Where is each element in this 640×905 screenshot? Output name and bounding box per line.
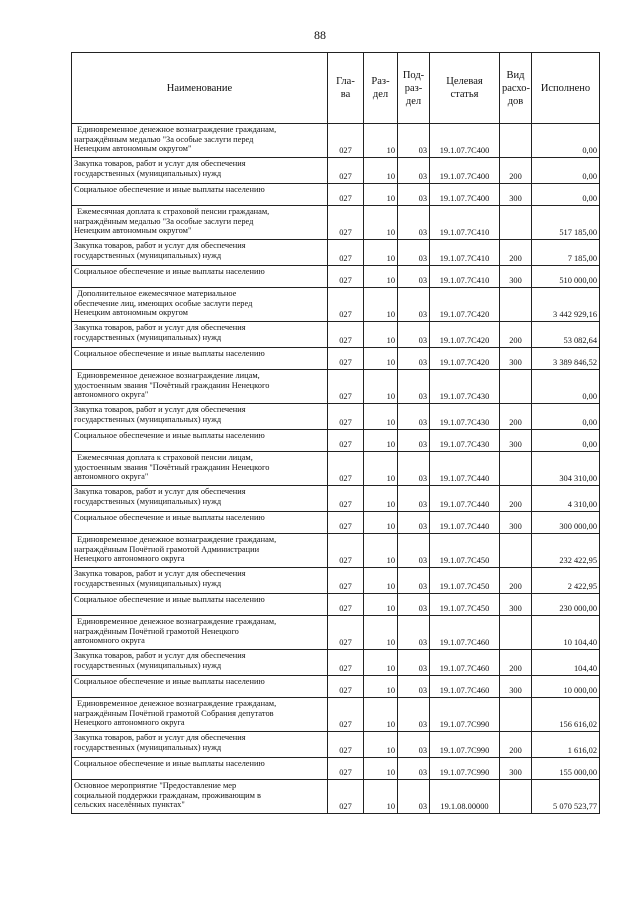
row-glava: 027 — [328, 184, 364, 206]
row-razdel: 10 — [364, 430, 398, 452]
row-amount: 1 616,02 — [532, 732, 600, 758]
row-podrazdel: 03 — [398, 404, 430, 430]
budget-table — [71, 52, 600, 814]
row-razdel: 10 — [364, 322, 398, 348]
table-row — [72, 430, 600, 452]
row-amount: 156 616,02 — [532, 698, 600, 732]
row-razdel: 10 — [364, 732, 398, 758]
row-name: Закупка товаров, работ и услуг для обеспечения государственных (муниципальных) нужд — [72, 650, 328, 676]
row-name: Единовременное денежное вознаграждение гражданам, награждённым медалью "За особые заслуги перед Ненецким автономным округом" — [72, 124, 328, 158]
row-glava: 027 — [328, 240, 364, 266]
header-target: Целевая статья — [430, 53, 500, 124]
table-row — [72, 534, 600, 568]
row-podrazdel: 03 — [398, 616, 430, 650]
table-row — [72, 486, 600, 512]
row-podrazdel: 03 — [398, 266, 430, 288]
row-podrazdel: 03 — [398, 206, 430, 240]
row-amount: 155 000,00 — [532, 758, 600, 780]
row-glava: 027 — [328, 534, 364, 568]
row-razdel: 10 — [364, 534, 398, 568]
row-glava: 027 — [328, 288, 364, 322]
row-podrazdel: 03 — [398, 780, 430, 814]
header-glava: Гла- ва — [328, 53, 364, 124]
row-name: Дополнительное ежемесячное материальное обеспечение лиц, имеющих особые заслуги перед Ненецким автономным округом — [72, 288, 328, 322]
table-row — [72, 452, 600, 486]
row-name: Закупка товаров, работ и услуг для обеспечения государственных (муниципальных) нужд — [72, 240, 328, 266]
row-target: 19.1.07.7C460 — [430, 650, 500, 676]
row-target: 19.1.08.00000 — [430, 780, 500, 814]
row-target: 19.1.07.7C430 — [430, 370, 500, 404]
row-podrazdel: 03 — [398, 124, 430, 158]
table-row — [72, 512, 600, 534]
row-vid: 300 — [500, 758, 532, 780]
row-amount: 7 185,00 — [532, 240, 600, 266]
row-name: Закупка товаров, работ и услуг для обеспечения государственных (муниципальных) нужд — [72, 158, 328, 184]
row-name: Социальное обеспечение и иные выплаты населению — [72, 594, 328, 616]
row-razdel: 10 — [364, 486, 398, 512]
row-glava: 027 — [328, 616, 364, 650]
row-glava: 027 — [328, 486, 364, 512]
row-amount: 53 082,64 — [532, 322, 600, 348]
row-amount: 5 070 523,77 — [532, 780, 600, 814]
row-razdel: 10 — [364, 758, 398, 780]
row-vid: 200 — [500, 404, 532, 430]
table-row — [72, 370, 600, 404]
row-podrazdel: 03 — [398, 568, 430, 594]
row-vid — [500, 534, 532, 568]
table-row — [72, 404, 600, 430]
table-row — [72, 266, 600, 288]
row-vid: 200 — [500, 568, 532, 594]
row-name: Единовременное денежное вознаграждение гражданам, награждённым Почётной грамотой Собрания депутатов Ненецкого автономного округа — [72, 698, 328, 732]
row-podrazdel: 03 — [398, 650, 430, 676]
row-podrazdel: 03 — [398, 348, 430, 370]
row-glava: 027 — [328, 780, 364, 814]
row-target: 19.1.07.7C990 — [430, 732, 500, 758]
row-target: 19.1.07.7C420 — [430, 288, 500, 322]
row-amount: 0,00 — [532, 158, 600, 184]
row-vid: 300 — [500, 266, 532, 288]
row-amount: 510 000,00 — [532, 266, 600, 288]
row-vid: 300 — [500, 430, 532, 452]
row-amount: 3 442 929,16 — [532, 288, 600, 322]
row-amount: 517 185,00 — [532, 206, 600, 240]
header-razdel: Раз- дел — [364, 53, 398, 124]
table-row — [72, 568, 600, 594]
row-razdel: 10 — [364, 348, 398, 370]
row-target: 19.1.07.7C410 — [430, 266, 500, 288]
row-name: Закупка товаров, работ и услуг для обеспечения государственных (муниципальных) нужд — [72, 404, 328, 430]
row-name: Единовременное денежное вознаграждение гражданам, награждённым Почётной грамотой Ненецкого автономного округа — [72, 616, 328, 650]
row-target: 19.1.07.7C460 — [430, 616, 500, 650]
row-target: 19.1.07.7C410 — [430, 240, 500, 266]
header-vid: Вид расхо- дов — [500, 53, 532, 124]
table-row — [72, 698, 600, 732]
row-razdel: 10 — [364, 184, 398, 206]
row-name: Социальное обеспечение и иные выплаты населению — [72, 266, 328, 288]
row-razdel: 10 — [364, 780, 398, 814]
row-glava: 027 — [328, 512, 364, 534]
row-podrazdel: 03 — [398, 158, 430, 184]
row-vid — [500, 452, 532, 486]
row-target: 19.1.07.7C440 — [430, 512, 500, 534]
row-amount: 10 000,00 — [532, 676, 600, 698]
row-razdel: 10 — [364, 616, 398, 650]
row-vid — [500, 124, 532, 158]
row-vid: 300 — [500, 348, 532, 370]
row-glava: 027 — [328, 732, 364, 758]
row-target: 19.1.07.7C430 — [430, 404, 500, 430]
row-podrazdel: 03 — [398, 184, 430, 206]
table-row — [72, 758, 600, 780]
row-razdel: 10 — [364, 452, 398, 486]
row-target: 19.1.07.7C450 — [430, 568, 500, 594]
table-header-row — [72, 53, 600, 124]
row-podrazdel: 03 — [398, 594, 430, 616]
row-amount: 0,00 — [532, 370, 600, 404]
row-razdel: 10 — [364, 124, 398, 158]
row-target: 19.1.07.7C420 — [430, 348, 500, 370]
table-row — [72, 780, 600, 814]
row-glava: 027 — [328, 206, 364, 240]
row-name: Социальное обеспечение и иные выплаты населению — [72, 758, 328, 780]
row-glava: 027 — [328, 266, 364, 288]
row-amount: 230 000,00 — [532, 594, 600, 616]
row-podrazdel: 03 — [398, 370, 430, 404]
row-amount: 10 104,40 — [532, 616, 600, 650]
row-podrazdel: 03 — [398, 430, 430, 452]
row-amount: 0,00 — [532, 184, 600, 206]
row-glava: 027 — [328, 430, 364, 452]
row-target: 19.1.07.7C460 — [430, 676, 500, 698]
row-podrazdel: 03 — [398, 322, 430, 348]
row-target: 19.1.07.7C400 — [430, 124, 500, 158]
row-razdel: 10 — [364, 206, 398, 240]
row-vid: 200 — [500, 486, 532, 512]
row-podrazdel: 03 — [398, 452, 430, 486]
row-target: 19.1.07.7C420 — [430, 322, 500, 348]
row-vid — [500, 370, 532, 404]
row-glava: 027 — [328, 404, 364, 430]
row-vid — [500, 206, 532, 240]
row-glava: 027 — [328, 158, 364, 184]
table-body — [72, 124, 600, 814]
row-amount: 104,40 — [532, 650, 600, 676]
row-podrazdel: 03 — [398, 486, 430, 512]
row-vid — [500, 698, 532, 732]
table-row — [72, 594, 600, 616]
row-podrazdel: 03 — [398, 758, 430, 780]
row-glava: 027 — [328, 370, 364, 404]
table-row — [72, 322, 600, 348]
row-podrazdel: 03 — [398, 534, 430, 568]
row-vid: 300 — [500, 594, 532, 616]
row-razdel: 10 — [364, 698, 398, 732]
row-target: 19.1.07.7C440 — [430, 452, 500, 486]
row-amount: 300 000,00 — [532, 512, 600, 534]
row-amount: 3 389 846,52 — [532, 348, 600, 370]
row-glava: 027 — [328, 452, 364, 486]
table-row — [72, 616, 600, 650]
row-name: Закупка товаров, работ и услуг для обеспечения государственных (муниципальных) нужд — [72, 486, 328, 512]
row-vid — [500, 616, 532, 650]
table-row — [72, 650, 600, 676]
row-vid: 300 — [500, 676, 532, 698]
row-name: Социальное обеспечение и иные выплаты населению — [72, 184, 328, 206]
row-razdel: 10 — [364, 568, 398, 594]
header-done: Исполнено — [532, 53, 600, 124]
row-name: Социальное обеспечение и иные выплаты населению — [72, 512, 328, 534]
row-razdel: 10 — [364, 650, 398, 676]
row-vid: 200 — [500, 732, 532, 758]
row-razdel: 10 — [364, 266, 398, 288]
row-name: Ежемесячная доплата к страховой пенсии гражданам, награждённым медалью "За особые заслуги перед Ненецким автономным округом" — [72, 206, 328, 240]
table-row — [72, 348, 600, 370]
table-row — [72, 184, 600, 206]
row-amount: 2 422,95 — [532, 568, 600, 594]
row-target: 19.1.07.7C410 — [430, 206, 500, 240]
row-vid: 300 — [500, 184, 532, 206]
row-razdel: 10 — [364, 512, 398, 534]
header-name: Наименование — [72, 53, 328, 124]
row-amount: 4 310,00 — [532, 486, 600, 512]
row-target: 19.1.07.7C440 — [430, 486, 500, 512]
table-row — [72, 732, 600, 758]
row-glava: 027 — [328, 758, 364, 780]
row-vid — [500, 288, 532, 322]
row-razdel: 10 — [364, 594, 398, 616]
row-razdel: 10 — [364, 240, 398, 266]
row-glava: 027 — [328, 594, 364, 616]
row-name: Закупка товаров, работ и услуг для обеспечения государственных (муниципальных) нужд — [72, 732, 328, 758]
row-amount: 304 310,00 — [532, 452, 600, 486]
row-podrazdel: 03 — [398, 240, 430, 266]
table-row — [72, 206, 600, 240]
table-row — [72, 124, 600, 158]
row-razdel: 10 — [364, 288, 398, 322]
row-razdel: 10 — [364, 370, 398, 404]
header-podrazdel: Под- раз- дел — [398, 53, 430, 124]
row-amount: 0,00 — [532, 404, 600, 430]
row-vid — [500, 780, 532, 814]
row-glava: 027 — [328, 348, 364, 370]
row-vid: 200 — [500, 650, 532, 676]
row-name: Основное мероприятие "Предоставление мер социальной поддержки гражданам, проживающим в сельских населённых пунктах" — [72, 780, 328, 814]
row-target: 19.1.07.7C430 — [430, 430, 500, 452]
row-name: Единовременное денежное вознаграждение лицам, удостоенным звания "Почётный гражданин Ненецкого автономного округа" — [72, 370, 328, 404]
row-podrazdel: 03 — [398, 288, 430, 322]
row-podrazdel: 03 — [398, 676, 430, 698]
row-amount: 0,00 — [532, 124, 600, 158]
row-glava: 027 — [328, 698, 364, 732]
row-vid: 300 — [500, 512, 532, 534]
page-number: 88 — [314, 28, 326, 42]
row-name: Закупка товаров, работ и услуг для обеспечения государственных (муниципальных) нужд — [72, 322, 328, 348]
row-glava: 027 — [328, 650, 364, 676]
row-name: Закупка товаров, работ и услуг для обеспечения государственных (муниципальных) нужд — [72, 568, 328, 594]
row-podrazdel: 03 — [398, 698, 430, 732]
row-name: Ежемесячная доплата к страховой пенсии лицам, удостоенным звания "Почётный гражданин Ненецкого автономного округа" — [72, 452, 328, 486]
row-vid: 200 — [500, 322, 532, 348]
table-row — [72, 240, 600, 266]
row-razdel: 10 — [364, 404, 398, 430]
row-razdel: 10 — [364, 158, 398, 184]
row-glava: 027 — [328, 322, 364, 348]
row-glava: 027 — [328, 568, 364, 594]
row-glava: 027 — [328, 676, 364, 698]
row-target: 19.1.07.7C990 — [430, 758, 500, 780]
row-name: Социальное обеспечение и иные выплаты населению — [72, 676, 328, 698]
row-target: 19.1.07.7C990 — [430, 698, 500, 732]
row-podrazdel: 03 — [398, 732, 430, 758]
table-row — [72, 158, 600, 184]
row-target: 19.1.07.7C450 — [430, 594, 500, 616]
table-row — [72, 288, 600, 322]
row-target: 19.1.07.7C400 — [430, 158, 500, 184]
row-vid: 200 — [500, 240, 532, 266]
row-target: 19.1.07.7C400 — [430, 184, 500, 206]
table-row — [72, 676, 600, 698]
row-amount: 232 422,95 — [532, 534, 600, 568]
row-amount: 0,00 — [532, 430, 600, 452]
row-name: Социальное обеспечение и иные выплаты населению — [72, 430, 328, 452]
row-vid: 200 — [500, 158, 532, 184]
row-name: Социальное обеспечение и иные выплаты населению — [72, 348, 328, 370]
row-glava: 027 — [328, 124, 364, 158]
row-podrazdel: 03 — [398, 512, 430, 534]
row-razdel: 10 — [364, 676, 398, 698]
row-name: Единовременное денежное вознаграждение гражданам, награждённым Почётной грамотой Администрации Ненецкого автономного округа — [72, 534, 328, 568]
row-target: 19.1.07.7C450 — [430, 534, 500, 568]
